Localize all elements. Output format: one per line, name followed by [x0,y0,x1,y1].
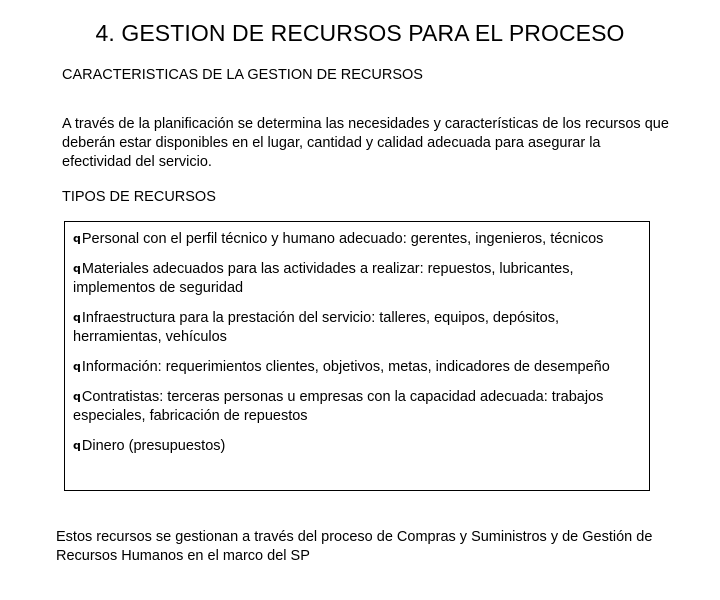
resource-types-heading: TIPOS DE RECURSOS [62,189,216,205]
list-item [73,259,641,298]
square-bullet-icon: q [73,232,81,245]
resource-text: Materiales adecuados para las actividades a realizar: repuestos, lubricantes, implementos de seguridad [73,261,574,296]
resource-text: Contratistas: terceras personas u empresas con la capacidad adecuada: trabajos especiales, fabricación de repuestos [73,389,604,424]
resource-text: Personal con el perfil técnico y humano adecuado: gerentes, ingenieros, técnicos [81,231,604,247]
resource-list [65,222,649,456]
list-item [73,436,641,456]
square-bullet-icon: q [73,262,81,275]
conclusion-paragraph: Estos recursos se gestionan a través del proceso de Compras y Suministros y de Gestión de Recursos Humanos en el marco del SP [56,529,653,564]
square-bullet-icon: q [73,311,81,324]
resource-text: Información: requerimientos clientes, objetivos, metas, indicadores de desempeño [81,359,610,375]
page-title: 4. GESTION DE RECURSOS PARA EL PROCESO [95,20,625,46]
square-bullet-icon: q [73,360,81,373]
resource-text: Dinero (presupuestos) [81,438,226,454]
list-item [73,229,641,249]
square-bullet-icon: q [73,390,81,403]
list-item [73,387,641,426]
intro-paragraph: A través de la planificación se determina las necesidades y características de los recursos que deberán estar disponibles en el lugar, cantidad y calidad adecuada para asegurar la efectividad del servicio. [62,116,669,170]
resource-types-box [64,221,650,491]
list-item [73,308,641,347]
list-item [73,357,641,377]
resource-text: Infraestructura para la prestación del servicio: talleres, equipos, depósitos, herramientas, vehículos [73,310,560,345]
square-bullet-icon: q [73,439,81,452]
section-subtitle: CARACTERISTICAS DE LA GESTION DE RECURSOS [62,67,423,83]
